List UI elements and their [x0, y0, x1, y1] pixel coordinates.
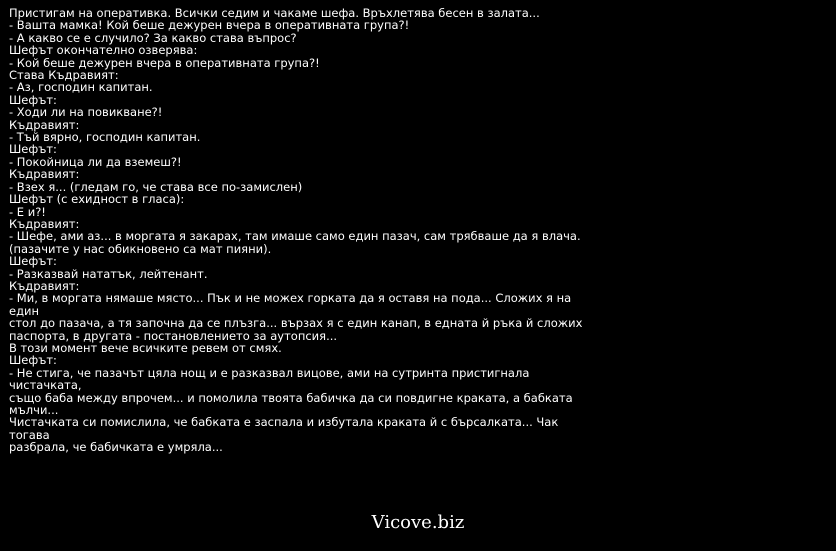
joke-line: Шефът окончателно озверява:	[9, 43, 198, 58]
joke-line: Шефът (с ехидност в гласа):	[9, 192, 185, 207]
joke-line: - Кой беше дежурен вчера в оперативната група?!	[9, 55, 320, 70]
joke-line: Къдравият:	[9, 167, 80, 182]
joke-line: - Взех я... (гледам го, че става все по-замислен)	[9, 179, 303, 194]
joke-line: - Ми, в моргата нямаше място... Пък и не можех горката да я оставя на пода... Сложих я на един	[9, 291, 575, 318]
joke-line: Шефът:	[9, 142, 57, 157]
joke-line: - Не стига, че пазачът цяла нощ и е разказвал вицове, ами на сутринта пристигнала чистачката,	[9, 365, 534, 393]
joke-line: Къдравият:	[9, 117, 80, 132]
joke-line: - Разказвай нататък, лейтенант.	[9, 266, 208, 281]
joke-line: - Тъй вярно, господин капитан.	[9, 130, 201, 145]
joke-text	[9, 7, 599, 454]
joke-line: - Ходи ли на повикване?!	[9, 105, 163, 120]
joke-line: паспорта, в другата - постановлението за аутопсия...	[9, 328, 338, 343]
site-watermark: Vicove.biz	[371, 512, 465, 533]
joke-line: стол до пазача, а тя започна да се плъзга... вързах я с един канап, в едната й ръка й сложих	[9, 316, 583, 331]
joke-line: също баба между впрочем... и помолила твоята бабичка да си повдигне краката, а бабката мълчи...	[9, 390, 577, 417]
joke-line: - А какво се е случило? За какво става въпрос?	[9, 30, 297, 45]
joke-line: Шефът:	[9, 254, 57, 269]
joke-line: - Е и?!	[9, 204, 46, 219]
joke-line: - Аз, господин капитан.	[9, 80, 153, 95]
joke-line: - Вашта мамка! Кой беше дежурен вчера в оперативната група?!	[9, 18, 410, 33]
joke-line: Къдравият:	[9, 216, 80, 231]
joke-line: - Шефе, ами аз... в моргата я закарах, там имаше само един пазач, сам трябваше да я влача.	[9, 229, 581, 244]
joke-line: Пристигам на оперативка. Всички седим и чакаме шефа. Връхлетява бесен в залата...	[9, 6, 540, 20]
joke-line: Шефът:	[9, 353, 57, 368]
joke-line: Шефът:	[9, 92, 57, 107]
joke-line: (пазачите у нас обикновено са мат пияни).	[9, 241, 272, 256]
joke-line: - Покойница ли да вземеш?!	[9, 154, 182, 169]
joke-line: Чистачката си помислила, че бабката е заспала и избутала краката й с бърсалката... Чак тогава	[9, 415, 562, 442]
joke-line: Става Къдравият:	[9, 68, 119, 83]
joke-line: В този момент вече всичките ревем от смях.	[9, 340, 282, 355]
joke-line: Къдравият:	[9, 278, 80, 293]
joke-line: разбрала, че бабичката е умряла...	[9, 440, 223, 455]
